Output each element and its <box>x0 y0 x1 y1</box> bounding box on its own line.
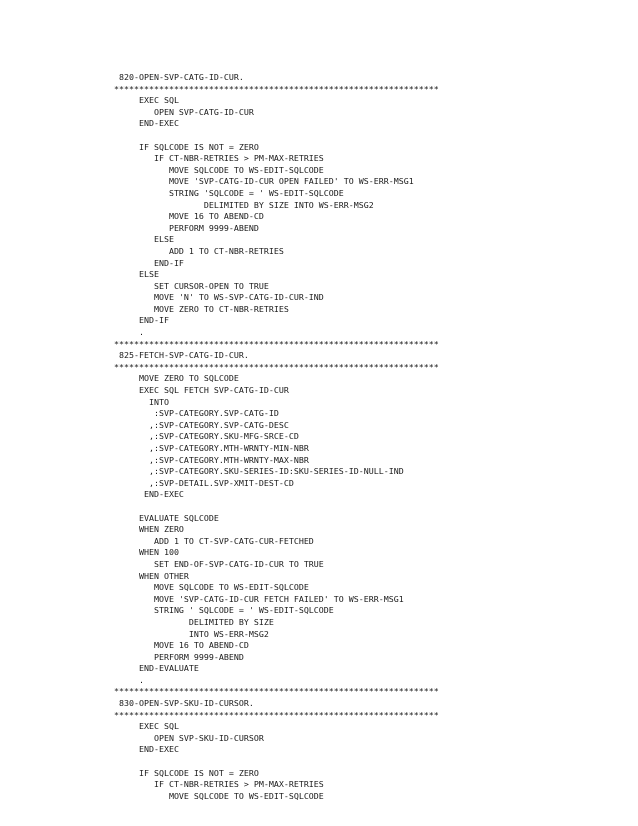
code-line: ***************************************************************** <box>114 83 439 94</box>
code-line: END-EXEC <box>114 489 184 500</box>
code-line: SET CURSOR-OPEN TO TRUE <box>114 280 269 291</box>
code-line: MOVE SQLCODE TO WS-EDIT-SQLCODE <box>114 790 324 801</box>
code-line: :SVP-CATEGORY.SVP-CATG-ID <box>114 408 279 419</box>
code-line: ,:SVP-CATEGORY.SKU-MFG-SRCE-CD <box>114 431 299 442</box>
code-line: MOVE ZERO TO SQLCODE <box>114 373 239 384</box>
code-line: ELSE <box>114 234 174 245</box>
code-line: ***************************************************************** <box>114 361 439 372</box>
code-line: ,:SVP-CATEGORY.SVP-CATG-DESC <box>114 419 289 430</box>
code-line: 830-OPEN-SVP-SKU-ID-CURSOR. <box>114 698 254 709</box>
code-line: MOVE SQLCODE TO WS-EDIT-SQLCODE <box>114 582 309 593</box>
code-line: END-IF <box>114 257 184 268</box>
code-line: END-IF <box>114 315 169 326</box>
code-line: IF CT-NBR-RETRIES > PM-MAX-RETRIES <box>114 779 324 790</box>
code-line: MOVE 'SVP-CATG-ID-CUR OPEN FAILED' TO WS-ERR-MSG1 <box>114 176 414 187</box>
code-line: . <box>114 674 144 685</box>
code-line: ADD 1 TO CT-NBR-RETRIES <box>114 245 284 256</box>
code-line: STRING ' SQLCODE = ' WS-EDIT-SQLCODE <box>114 605 334 616</box>
code-line: ***************************************************************** <box>114 686 439 697</box>
code-line: IF CT-NBR-RETRIES > PM-MAX-RETRIES <box>114 153 324 164</box>
code-line: PERFORM 9999-ABEND <box>114 222 259 233</box>
code-line: EXEC SQL FETCH SVP-CATG-ID-CUR <box>114 385 289 396</box>
code-line: EXEC SQL <box>114 721 179 732</box>
code-line: MOVE SQLCODE TO WS-EDIT-SQLCODE <box>114 164 324 175</box>
code-line: MOVE 'N' TO WS-SVP-CATG-ID-CUR-IND <box>114 292 324 303</box>
code-line: MOVE ZERO TO CT-NBR-RETRIES <box>114 303 289 314</box>
code-line: DELIMITED BY SIZE INTO WS-ERR-MSG2 <box>114 199 374 210</box>
code-line <box>114 756 624 768</box>
code-line <box>114 130 624 142</box>
code-line: ADD 1 TO CT-SVP-CATG-CUR-FETCHED <box>114 535 314 546</box>
code-line: ,:SVP-DETAIL.SVP-XMIT-DEST-CD <box>114 477 294 488</box>
code-line: INTO WS-ERR-MSG2 <box>114 628 269 639</box>
code-line: OPEN SVP-SKU-ID-CURSOR <box>114 732 264 743</box>
code-line: EVALUATE SQLCODE <box>114 512 219 523</box>
code-line: ,:SVP-CATEGORY.SKU-SERIES-ID:SKU-SERIES-ID-NULL-IND <box>114 466 404 477</box>
code-line: WHEN ZERO <box>114 524 184 535</box>
code-line: MOVE 16 TO ABEND-CD <box>114 211 264 222</box>
code-line: ,:SVP-CATEGORY.MTH-WRNTY-MAX-NBR <box>114 454 309 465</box>
code-line: END-EXEC <box>114 744 179 755</box>
code-line: WHEN OTHER <box>114 570 189 581</box>
code-line: INTO <box>114 396 169 407</box>
code-line: ***************************************************************** <box>114 709 439 720</box>
code-line: SET END-OF-SVP-CATG-ID-CUR TO TRUE <box>114 558 324 569</box>
code-line: ELSE <box>114 269 159 280</box>
code-line: ,:SVP-CATEGORY.MTH-WRNTY-MIN-NBR <box>114 443 309 453</box>
code-line: STRING 'SQLCODE = ' WS-EDIT-SQLCODE <box>114 187 344 198</box>
code-line: END-EVALUATE <box>114 663 199 674</box>
code-line: IF SQLCODE IS NOT = ZERO <box>114 767 259 778</box>
code-line: EXEC SQL <box>114 95 179 106</box>
cobol-source-listing <box>114 72 624 802</box>
code-line: ***************************************************************** <box>114 338 439 349</box>
code-line: DELIMITED BY SIZE <box>114 616 274 627</box>
code-line: MOVE 16 TO ABEND-CD <box>114 640 249 651</box>
code-line: 820-OPEN-SVP-CATG-ID-CUR. <box>114 72 244 82</box>
code-line: . <box>114 327 144 338</box>
code-line <box>114 501 624 513</box>
code-line: MOVE 'SVP-CATG-ID-CUR FETCH FAILED' TO WS-ERR-MSG1 <box>114 593 404 604</box>
code-line: END-EXEC <box>114 118 179 129</box>
code-line: IF SQLCODE IS NOT = ZERO <box>114 141 259 152</box>
code-line: OPEN SVP-CATG-ID-CUR <box>114 106 254 117</box>
code-line: WHEN 100 <box>114 547 179 558</box>
code-line: PERFORM 9999-ABEND <box>114 651 244 662</box>
code-line: 825-FETCH-SVP-CATG-ID-CUR. <box>114 350 249 361</box>
